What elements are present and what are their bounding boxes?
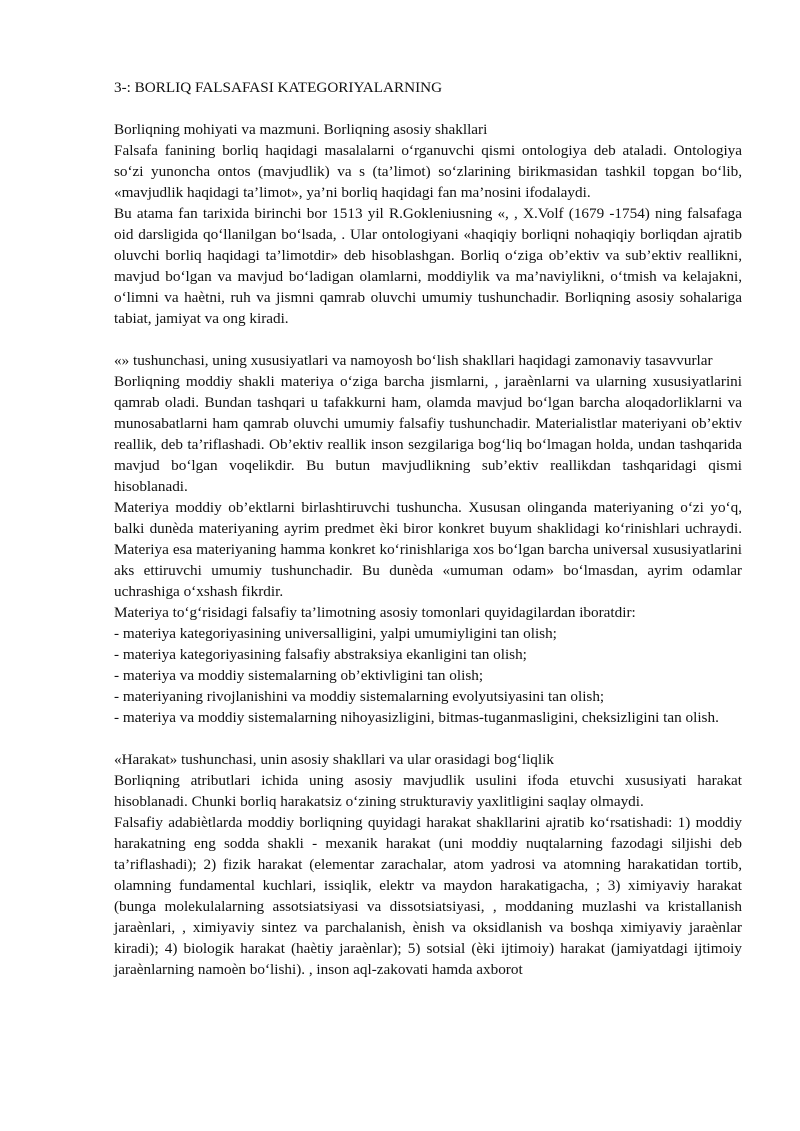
- paragraph-atributlar: Borliqning atributlari ichida uning asosiy mavjudlik usulini ifoda etuvchi xususiyati harakat hisoblanadi. Chunki borliq harakatsiz o‘zining strukturaviy yaxlitligini saqlay olmaydi.: [114, 772, 742, 810]
- list-item: - materiya va moddiy sistemalarning nihoyasizligini, bitmas-tuganmasligini, cheksizligini tan olish.: [114, 709, 719, 726]
- list-item: - materiyaning rivojlanishini va moddiy sistemalarning evolyutsiyasini tan olish;: [114, 688, 605, 705]
- list-item: - materiya kategoriyasining falsafiy abstraksiya ekanligini tan olish;: [114, 646, 527, 663]
- paragraph-moddiy-shakl: Borliqning moddiy shakli materiya o‘ziga barcha jismlarni, , jaraènlarni va ularning xususiyatlarini qamrab oladi. Bundan tashqari u tafakkurni ham, olamda mavjud bo‘lgan barcha aloqadorliklarni va munosabatlarni ham qamrab oluvchi umumiy falsafiy tushunchadir. Materialistlar materiyani ob’ektiv reallik, deb ta’riflashadi. Ob’ektiv reallik inson sezgilariga bog‘liq bo‘lmagan holda, undan tashqarida mavjud bo‘lgan voqelikdir. Bu butun mavjudlikning sub’ektiv reallikdan tashqaridagi qismi hisoblanadi.: [114, 373, 742, 495]
- paragraph-ontologiya: Falsafa fanining borliq haqidagi masalalarni o‘rganuvchi qismi ontologiya deb ataladi. Ontologiya so‘zi yunoncha ontos (mavjudlik) va s (ta’limot) so‘zlarining birikmasidan tashkil topgan bo‘lib, «mavjudlik haqidagi ta’limot», ya’ni borliq haqidagi fan ma’nosini ifodalaydi.: [114, 142, 742, 201]
- list-item: - materiya kategoriyasining universalligini, yalpi umumiyligini tan olish;: [114, 625, 557, 642]
- spacer: [114, 98, 742, 119]
- paragraph-materiya-tushuncha: Materiya moddiy ob’ektlarni birlashtiruvchi tushuncha. Xususan olinganda materiyaning o‘zi yo‘q, balki dunèda materiyaning ayrim predmet èki biror konkret buyum shaklidagi ko‘rinishlari uchraydi. Materiya esa materiyaning hamma konkret ko‘rinishlariga xos bo‘lgan barcha universal xususiyatlarini aks ettiruvchi umumiy tushunchadir. Bu dunèda «umuman odam» bo‘lmasdan, ayrim odamlar uchrashiga o‘xshash fikrdir.: [114, 499, 742, 600]
- paragraph-harakat-shakllari: Falsafiy adabiètlarda moddiy borliqning quyidagi harakat shakllarini ajratib ko‘rsatishadi: 1) moddiy harakatning eng sodda shakli - mexanik harakat (uni moddiy nuqtalarning fazodagi siljishi deb ta’riflashadi); 2) fizik harakat (elementar zarachalar, atom yadrosi va atomning harakatidan tortib, olamning fundamental kuchlari, issiqlik, elektr va maydon harakatigacha, ; 3) ximiyaviy harakat (bunga molekulalarning assotsiatsiyasi va dissotsiatsiyasi, , moddaning muzlashi va kristallanish jaraènlari, , ximiyaviy sintez va parchalanish, ènish va oksidlanish va boshqa ximiyaviy jaraènlar kiradi); 4) biologik harakat (haètiy jaraènlar); 5) sotsial (èki ijtimoiy) harakat (jamiyatdagi ijtimoiy jaraènlarning namoèn bo‘lishi). , inson aql-zakovati hamda axborot: [114, 814, 742, 978]
- spacer: [114, 728, 742, 749]
- document-title: 3-: BORLIQ FALSAFASI KATEGORIYALARNING: [114, 79, 443, 96]
- paragraph-atama: Bu atama fan tarixida birinchi bor 1513 yil R.Gokleniusning «, , X.Volf (1679 -1754) ning falsafaga oid darsligida qo‘llanilgan bo‘lsada, . Ular ontologiyani «haqiqiy borliqni nohaqiqiy borliqdan ajratib oluvchi borliq haqidagi ta’limotdir» deb hisoblashgan. Borliq o‘ziga ob’ektiv va sub’ektiv reallikni, mavjud bo‘lgan va mavjud bo‘ladigan olamlarni, moddiylik va ma’naviylikni, o‘tmish va kelajakni, o‘limni va haètni, ruh va jismni qamrab oluvchi umumiy tushunchadir. Borliqning asosiy sohalariga tabiat, jamiyat va ong kiradi.: [114, 205, 742, 327]
- section-heading-materiya: «» tushunchasi, uning xususiyatlari va namoyosh bo‘lish shakllari haqidagi zamonaviy tasavvurlar: [114, 352, 713, 369]
- section-heading-borliq: Borliqning mohiyati va mazmuni. Borliqning asosiy shakllari: [114, 121, 488, 138]
- list-item: - materiya va moddiy sistemalarning ob’ektivligini tan olish;: [114, 667, 484, 684]
- document-body: [114, 77, 742, 980]
- paragraph-asosiy-tomonlar: Materiya to‘g‘risidagi falsafiy ta’limotning asosiy tomonlari quyidagilardan iboratdir:: [114, 604, 636, 621]
- section-heading-harakat: «Harakat» tushunchasi, unin asosiy shakllari va ular orasidagi bog‘liqlik: [114, 751, 554, 768]
- spacer: [114, 329, 742, 350]
